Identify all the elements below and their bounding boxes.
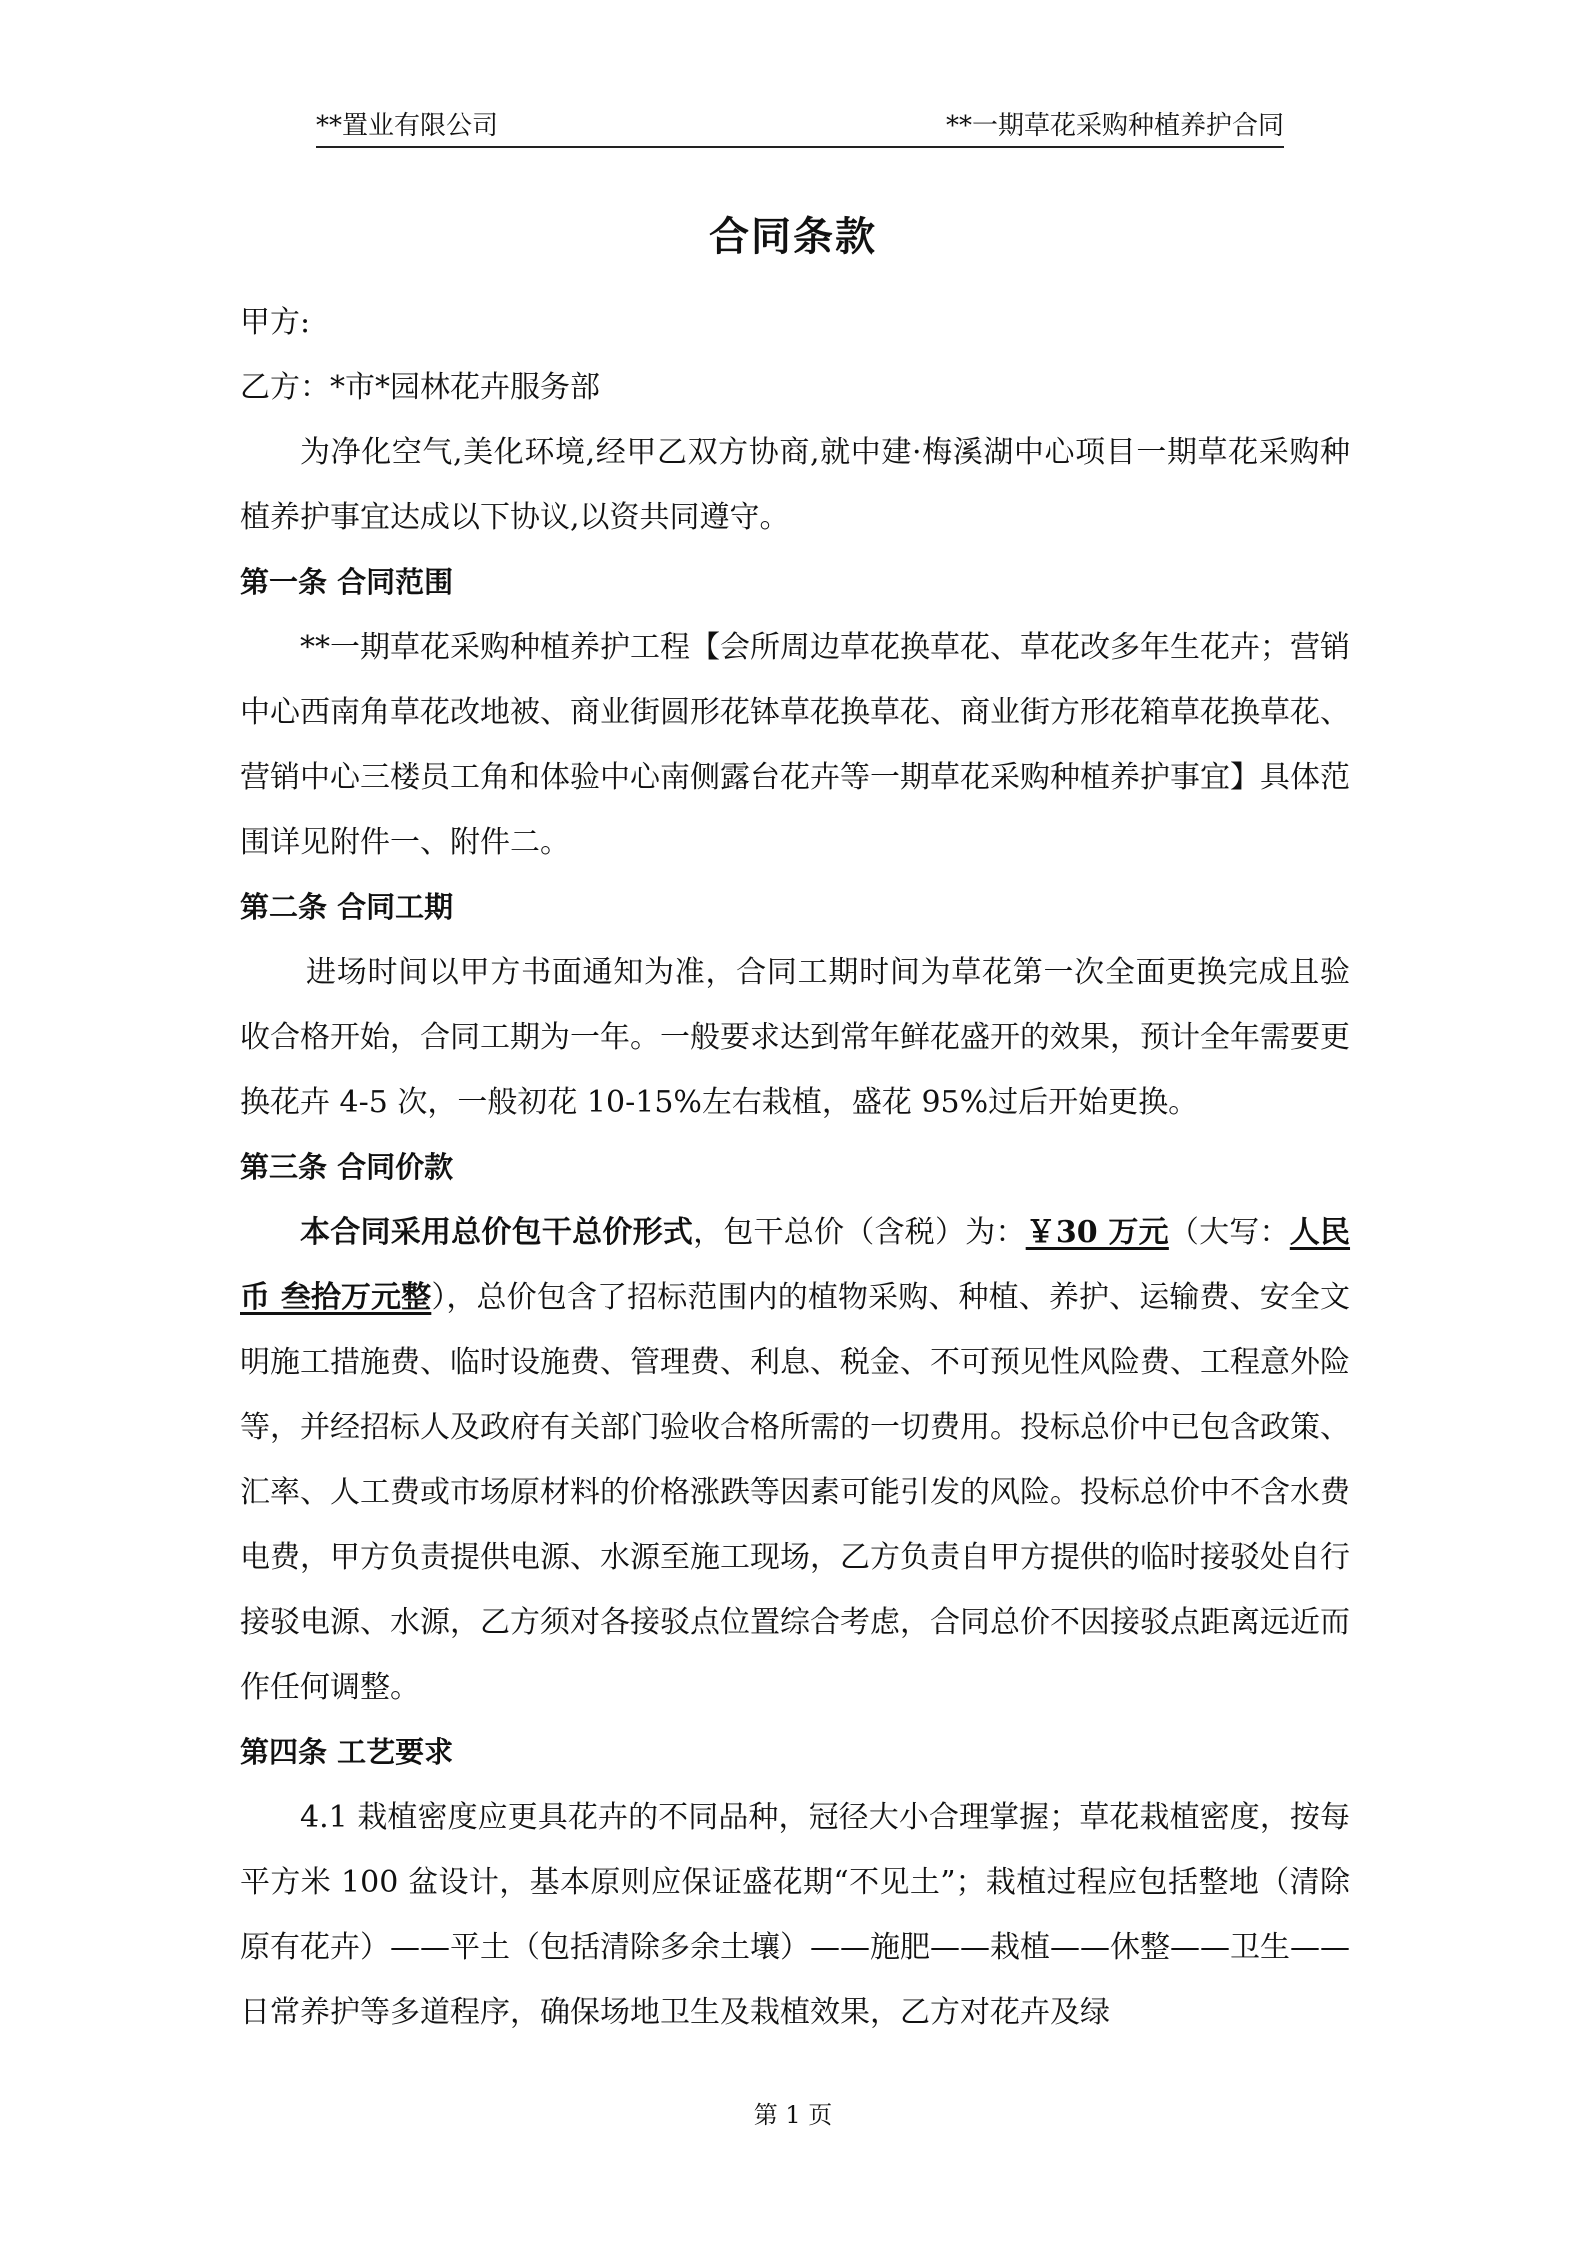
page-number: 第 1 页: [753, 2101, 833, 2129]
article-3-text-2: （大写：: [1168, 1215, 1290, 1250]
article-1-heading: 第一条 合同范围: [240, 565, 454, 599]
contract-amount-words: 人民币 叁拾万元整: [240, 1215, 1351, 1315]
page-header: [316, 110, 1284, 148]
party-b: 乙方：*市*园林花卉服务部: [240, 370, 600, 405]
contract-amount: ￥30 万元: [1025, 1215, 1169, 1250]
intro-paragraph: 为净化空气,美化环境,经甲乙双方协商,就中建·梅溪湖中心项目一期草花采购种植养护事宜达成以下协议,以资共同遵守。: [240, 435, 1350, 535]
article-4-heading: 第四条 工艺要求: [240, 1735, 454, 1769]
article-3-bold-lead: 本合同采用总价包干总价形式: [300, 1215, 694, 1250]
article-3-text-1: ，包干总价（含税）为：: [693, 1215, 1026, 1250]
article-3-body: [240, 1200, 1350, 1720]
header-contract-name: **一期草花采购种植养护合同: [945, 111, 1284, 141]
article-4-body: 4.1 栽植密度应更具花卉的不同品种，冠径大小合理掌握；草花栽植密度，按每平方米 100 盆设计，基本原则应保证盛花期“不见土”；栽植过程应包括整地（清除原有花卉）——平土（包括清除多余土壤）——施肥——栽植——休整——卫生——日常养护等多道程序，确保场地卫生及栽植效果，乙方对花卉及绿: [240, 1800, 1350, 2030]
article-3-text-3: ），总价包含了招标范围内的植物采购、种植、养护、运输费、安全文明施工措施费、临时设施费、管理费、利息、税金、不可预见性风险费、工程意外险等，并经招标人及政府有关部门验收合格所需的一切费用。投标总价中已包含政策、汇率、人工费或市场原材料的价格涨跌等因素可能引发的风险。投标总价中不含水费电费，甲方负责提供电源、水源至施工现场，乙方负责自甲方提供的临时接驳处自行接驳电源、水源，乙方须对各接驳点位置综合考虑，合同总价不因接驳点距离远近而作任何调整。: [240, 1280, 1350, 1705]
article-2-body: 进场时间以甲方书面通知为准，合同工期时间为草花第一次全面更换完成且验收合格开始，合同工期为一年。一般要求达到常年鲜花盛开的效果，预计全年需要更换花卉 4-5 次，一般初花 10-15%左右栽植，盛花 95%过后开始更换。: [240, 955, 1350, 1120]
article-2-heading: 第二条 合同工期: [240, 890, 454, 924]
header-company: **置业有限公司: [316, 111, 499, 141]
party-a: 甲方:: [240, 305, 311, 340]
document-body: [240, 290, 1350, 2045]
article-3-heading: 第三条 合同价款: [240, 1150, 454, 1184]
document-title: 合同条款: [709, 213, 877, 260]
article-1-body: **一期草花采购种植养护工程【会所周边草花换草花、草花改多年生花卉；营销中心西南角草花改地被、商业街圆形花钵草花换草花、商业街方形花箱草花换草花、营销中心三楼员工角和体验中心南侧露台花卉等一期草花采购种植养护事宜】具体范围详见附件一、附件二。: [240, 630, 1350, 860]
